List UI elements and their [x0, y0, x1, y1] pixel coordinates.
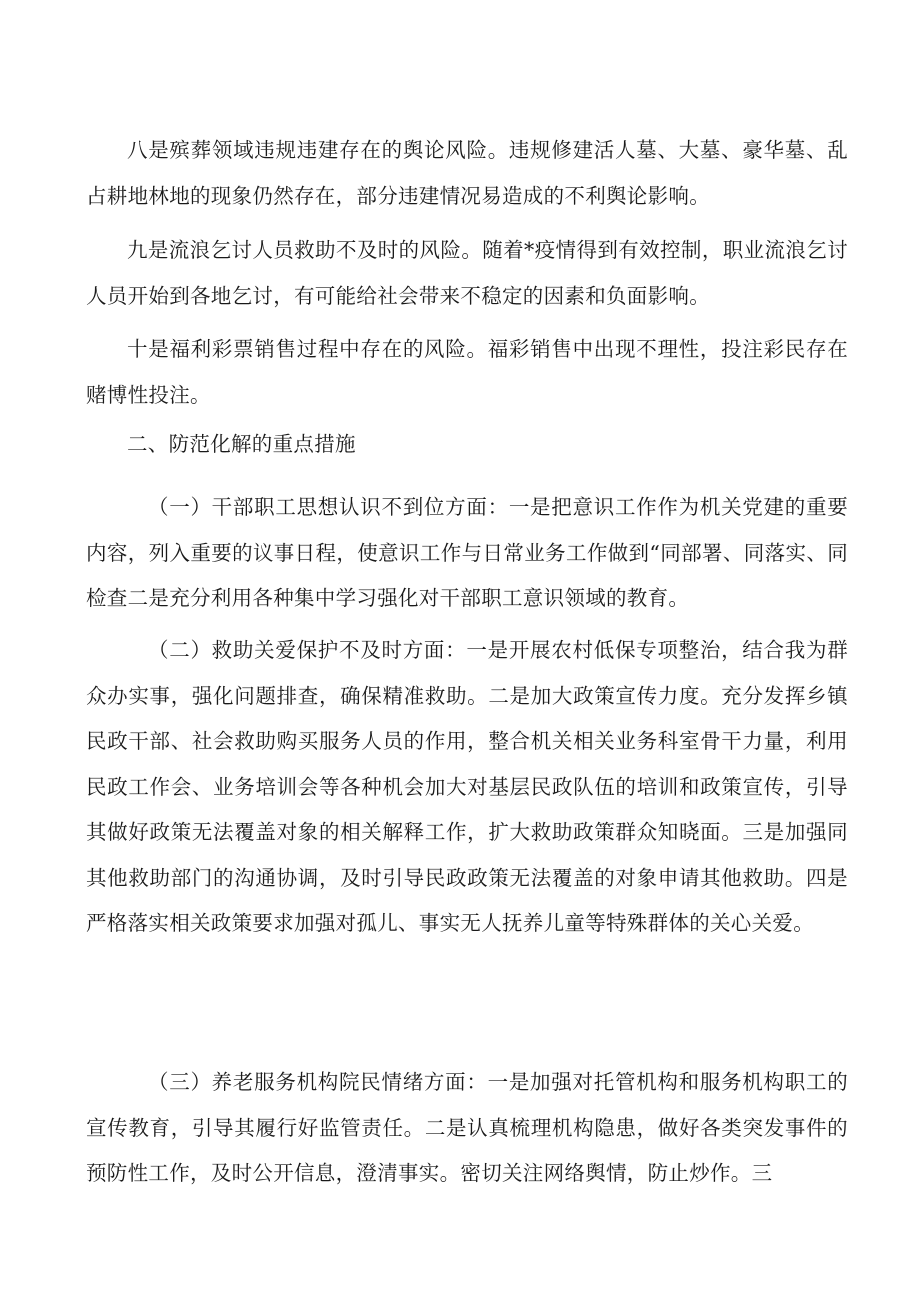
paragraph-measure-1: （一）干部职工思想认识不到位方面：一是把意识工作作为机关党建的重要内容，列入重要的议事日程，使意识工作与日常业务工作做到“同部署、同落实、同检查二是充分利用各种集中学习强化对干部职工意识领域的教育。	[86, 495, 848, 610]
paragraph-lottery-risk: 十是福利彩票销售过程中存在的风险。福彩销售中出现不理性，投注彩民存在赌博性投注。	[86, 337, 848, 407]
section-heading: 二、防范化解的重点措施	[127, 432, 356, 456]
paragraph-funeral-risk: 八是殡葬领域违规违建存在的舆论风险。违规修建活人墓、大墓、豪华墓、乱占耕地林地的现象仍然存在，部分违建情况易造成的不利舆论影响。	[86, 138, 848, 208]
paragraph-measure-3: （三）养老服务机构院民情绪方面：一是加强对托管机构和服务机构职工的宣传教育，引导其履行好监管责任。二是认真梳理机构隐患，做好各类突发事件的预防性工作，及时公开信息，澄清事实。密切关注网络舆情，防止炒作。三	[86, 1070, 848, 1185]
paragraph-measure-2: （二）救助关爱保护不及时方面：一是开展农村低保专项整治，结合我为群众办实事，强化问题排查，确保精准救助。二是加大政策宣传力度。充分发挥乡镇民政干部、社会救助购买服务人员的作用，整合机关相关业务科室骨干力量，利用民政工作会、业务培训会等各种机会加大对基层民政队伍的培训和政策宣传，引导其做好政策无法覆盖对象的相关解释工作，扩大救助政策群众知晓面。三是加强同其他救助部门的沟通协调，及时引导民政政策无法覆盖的对象申请其他救助。四是严格落实相关政策要求加强对孤儿、事实无人抚养儿童等特殊群体的关心关爱。	[86, 638, 848, 935]
paragraph-vagrant-risk: 九是流浪乞讨人员救助不及时的风险。随着*疫情得到有效控制，职业流浪乞讨人员开始到各地乞讨，有可能给社会带来不稳定的因素和负面影响。	[86, 238, 848, 308]
